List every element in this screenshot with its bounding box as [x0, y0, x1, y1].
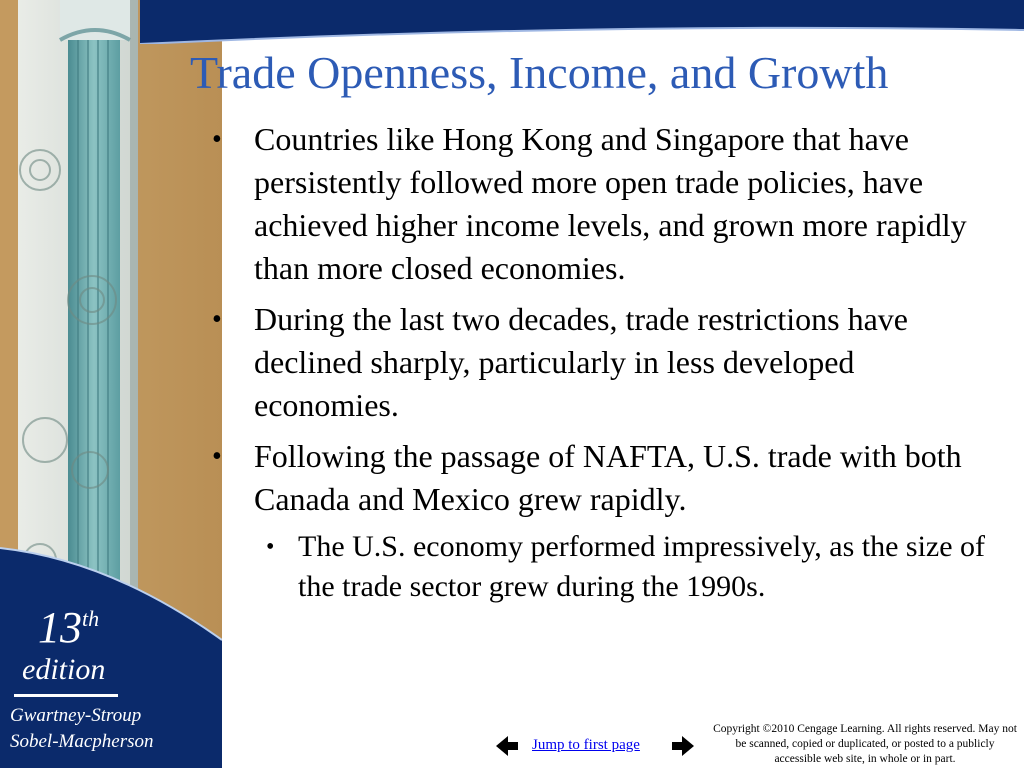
slide-title: Trade Openness, Income, and Growth — [190, 47, 889, 98]
bullet-marker: • — [212, 304, 222, 335]
bullet-item — [212, 435, 1012, 521]
edition-number-suffix: th — [82, 606, 100, 631]
sub-bullet-marker: • — [266, 534, 275, 560]
sub-bullet-text: The U.S. economy performed impressively, as the size of the trade sector grew during the 1990s. — [298, 530, 986, 603]
bullet-list — [212, 118, 1012, 607]
sub-bullet-item — [212, 527, 1012, 607]
arrow-right-icon[interactable] — [670, 734, 696, 758]
jump-to-first-page-link[interactable]: Jump to first page — [532, 737, 640, 753]
arrow-left-icon[interactable] — [494, 734, 520, 758]
bullet-marker: • — [212, 441, 222, 472]
top-banner — [0, 0, 1024, 44]
author-line-1: Gwartney-Stroup — [10, 705, 142, 726]
edition-number — [38, 603, 100, 652]
copyright-notice: Copyright ©2010 Cengage Learning. All rights reserved. May not be scanned, copied or duplicated, or posted to a publicly accessible web site, in whole or in part. — [713, 723, 1017, 765]
edition-label: edition — [22, 653, 106, 686]
edition-number-value: 13 — [38, 603, 82, 652]
bullet-item — [212, 118, 1012, 290]
bullet-item — [212, 298, 1012, 427]
bullet-text: Countries like Hong Kong and Singapore that have persistently followed more open trade policies, have achieved higher income levels, and grown more rapidly than more closed economies. — [254, 121, 967, 286]
bullet-text: Following the passage of NAFTA, U.S. trade with both Canada and Mexico grew rapidly. — [254, 438, 962, 517]
bullet-text: During the last two decades, trade restrictions have declined sharply, particularly in less developed economies. — [254, 301, 908, 423]
edition-divider — [14, 694, 118, 697]
author-line-2: Sobel-Macpherson — [10, 731, 154, 752]
bullet-marker: • — [212, 124, 222, 155]
